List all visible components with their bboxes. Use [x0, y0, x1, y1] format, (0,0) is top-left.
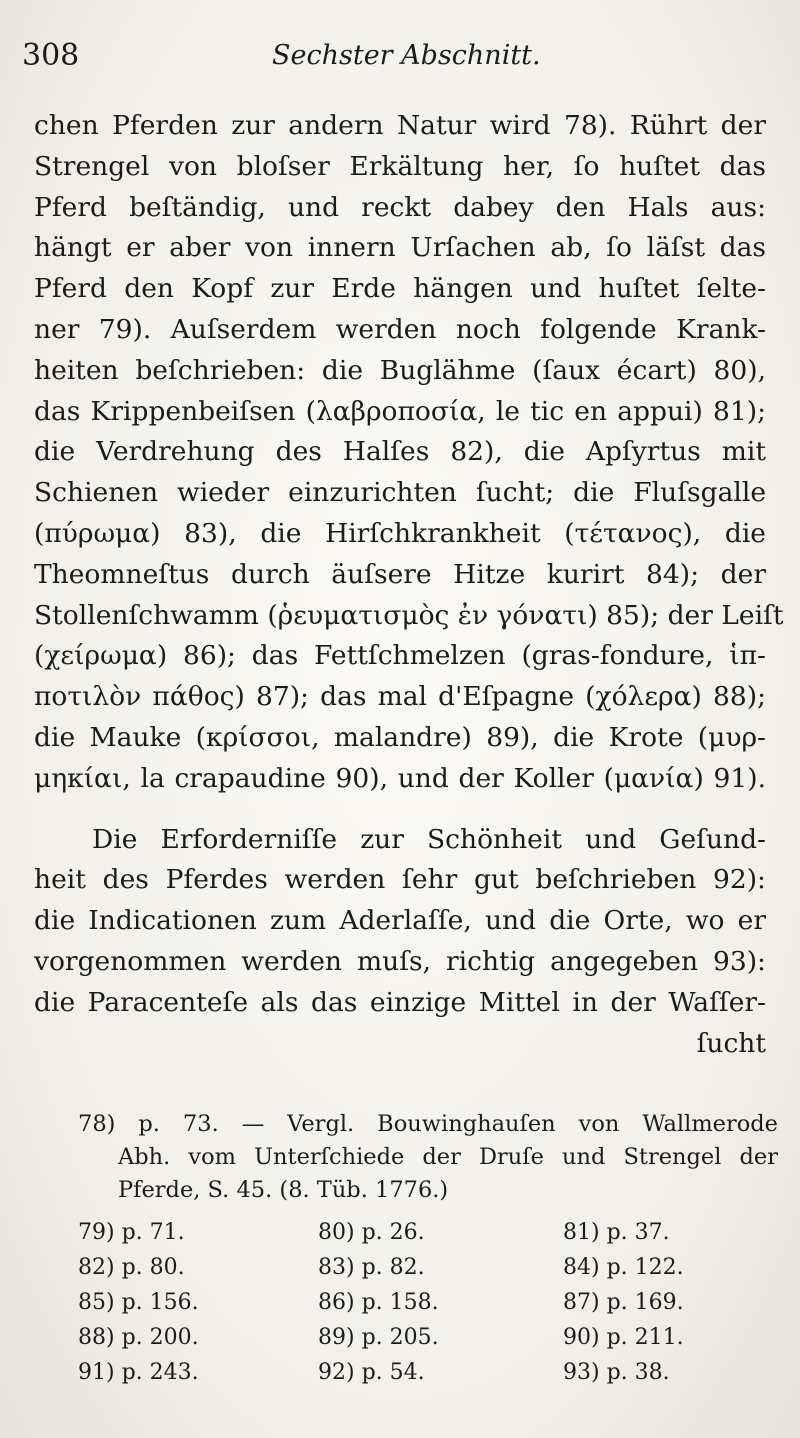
footnote-row: [78, 1285, 778, 1320]
footnote-row: [78, 1215, 778, 1250]
footnote-line: 78) p. 73. — Vergl. Bouwinghauſen von Wallmerode: [78, 1111, 778, 1137]
text-line: die Mauke (κρίσσοι, malandre) 89), die Krote (μυρ-: [34, 721, 766, 753]
text-line: Pferd beſtändig, und reckt dabey den Hals aus:: [34, 191, 766, 223]
footnote-ref: 84) p. 122.: [563, 1255, 684, 1280]
text-line: Schienen wieder einzurichten ſucht; die Fluſsgalle: [34, 477, 766, 509]
text-line: ποτιλὸν πάθος) 87); das mal d'Eſpagne (χόλερα) 88);: [34, 681, 766, 713]
footnote-ref: 81) p. 37.: [563, 1220, 670, 1245]
footnote-ref: 88) p. 200.: [78, 1325, 199, 1350]
text-line: heit des Pferdes werden ſehr gut beſchrieben 92):: [34, 864, 766, 896]
footnote-ref: 85) p. 156.: [78, 1290, 199, 1315]
footnote-line: Pferde, S. 45. (8. Tüb. 1776.): [118, 1177, 449, 1203]
text-line: heiten beſchrieben: die Buglähme (ſaux écart) 80),: [34, 354, 766, 386]
text-line: (πύρωμα) 83), die Hirſchkrankheit (τέτανος), die: [34, 517, 766, 549]
footnote-ref: 80) p. 26.: [318, 1220, 425, 1245]
text-line: das Krippenbeiſsen (λαβροποσία, le tic en appui) 81);: [34, 395, 766, 427]
footnote-row: [78, 1320, 778, 1355]
text-line: μηκίαι, la crapaudine 90), und der Koller (μανία) 91).: [34, 762, 766, 794]
text-line: Theomneſtus durch äuſsere Hitze kurirt 84); der: [34, 558, 766, 590]
text-line: Pferd den Kopf zur Erde hängen und huſtet ſelte-: [34, 273, 766, 305]
footnotes: [78, 1108, 778, 1390]
text-line: Strengel von bloſser Erkältung her, ſo huſtet das: [34, 150, 766, 182]
text-line: vorgenommen werden muſs, richtig angegeben 93):: [34, 945, 766, 977]
catchword: ſucht: [696, 1027, 766, 1059]
footnote-ref: 79) p. 71.: [78, 1220, 185, 1245]
text-line: hängt er aber von innern Urſachen ab, ſo läſst das: [34, 232, 766, 264]
footnote-ref: 90) p. 211.: [563, 1325, 684, 1350]
footnote-line: Abh. vom Unterſchiede der Druſe und Strengel der: [118, 1144, 778, 1170]
footnote-ref: 83) p. 82.: [318, 1255, 425, 1280]
text-line: die Verdrehung des Halſes 82), die Apſyrtus mit: [34, 436, 766, 468]
paragraph-gap: [34, 800, 766, 820]
footnote-references: [78, 1215, 778, 1390]
footnote-ref: 82) p. 80.: [78, 1255, 185, 1280]
text-line: Die Erforderniſſe zur Schönheit und Geſund-: [92, 823, 766, 855]
text-line: die Indicationen zum Aderlaſſe, und die Orte, wo er: [34, 905, 766, 937]
footnote-ref: 92) p. 54.: [318, 1360, 425, 1385]
text-line: die Paracenteſe als das einzige Mittel in der Waſſer-: [34, 986, 766, 1018]
text-line: (χείρωμα) 86); das Fettſchmelzen (gras-fondure, ἱπ-: [34, 640, 766, 672]
footnote-ref: 87) p. 169.: [563, 1290, 684, 1315]
page-number: 308: [22, 38, 80, 73]
body-text: [34, 106, 784, 1064]
footnote-row: [78, 1355, 778, 1390]
footnote-ref: 91) p. 243.: [78, 1360, 199, 1385]
text-line: Stollenſchwamm (ῥευματισμὸς ἐν γόνατι) 85); der Leiſt: [34, 599, 784, 631]
page-header: [22, 38, 770, 88]
text-line: chen Pferden zur andern Natur wird 78). Rührt der: [34, 110, 766, 141]
footnote-row: [78, 1250, 778, 1285]
footnote-ref: 93) p. 38.: [563, 1360, 670, 1385]
footnote-ref: 89) p. 205.: [318, 1325, 439, 1350]
footnote-ref: 86) p. 158.: [318, 1290, 439, 1315]
running-head: Sechster Abschnitt.: [272, 40, 541, 71]
text-line: ner 79). Auſserdem werden noch folgende Krank-: [34, 313, 766, 345]
